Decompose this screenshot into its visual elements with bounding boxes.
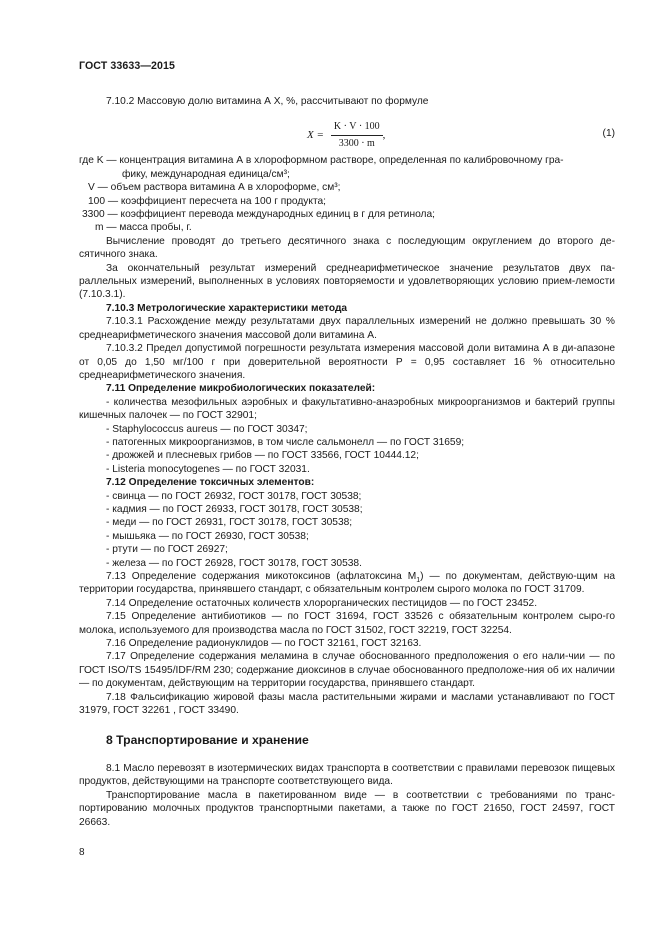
formula-denominator: 3300 · m	[338, 137, 375, 149]
definition-3300	[79, 208, 615, 221]
paragraph-7-10-3-2: 7.10.3.2 Предел допустимой погрешности результата измерения массовой доли витамина А в ди-апазоне от 0,05 до 1,50 мг/100 г при доверительной вероятности Р = 0,95 составляет 16 % относительно среднеарифметического значения.	[79, 343, 615, 381]
page-number: 8	[79, 847, 85, 858]
paragraph-7-13	[79, 570, 615, 597]
definition-text: концентрация витамина А в хлороформном растворе, определенная по калибровочному гра-	[119, 155, 564, 167]
list-item: - меди — по ГОСТ 26931, ГОСТ 30178, ГОСТ 30538;	[106, 517, 353, 529]
paragraph-7-14: 7.14 Определение остаточных количеств хлорорганических пестицидов — по ГОСТ 23452.	[106, 597, 538, 609]
paragraph-7-13-start: 7.13 Определение содержания микотоксинов (афлатоксина М	[106, 571, 417, 582]
paragraph-7-13-end: ) — по документам, действую-щим на территории государства, принявшего стандарт, с обязательным контролем сырого молока по ГОСТ 31709.	[79, 571, 615, 596]
definition-text: коэффициент пересчета на 100 г продукта;	[120, 195, 327, 207]
list-item: - железа — по ГОСТ 26928, ГОСТ 30178, ГОСТ 30538.	[106, 557, 362, 569]
definition-k	[79, 154, 615, 167]
paragraph-7-16: 7.16 Определение радионуклидов — по ГОСТ 32161, ГОСТ 32163.	[106, 638, 422, 650]
definition-continuation: фику, международная единица/см³;	[122, 168, 290, 180]
list-item: - ртути — по ГОСТ 26927;	[106, 544, 228, 556]
definition-text: масса пробы, г.	[119, 222, 192, 234]
formula-end: ,	[382, 128, 386, 141]
paragraph-final-result: За окончательный результат измерений среднеарифметическое значение результатов двух па-раллельных измерений, выполненных в условиях повторяемости и удовлетворяющих условию прием-лемости (7.10.3.1).	[79, 262, 615, 301]
list-item: - кадмия — по ГОСТ 26933, ГОСТ 30178, ГОСТ 30538;	[106, 503, 363, 515]
list-item: - Staphylococcus aureus — по ГОСТ 30347;	[106, 423, 308, 435]
paragraph-7-10-3-1: 7.10.3.1 Расхождение между результатами двух параллельных измерений не должно превышать 30 % среднеарифметического значения массовой доли витамина А.	[79, 316, 615, 341]
formula-row	[79, 112, 615, 152]
heading-7-10-3: 7.10.3 Метрологические характеристики метода	[106, 302, 348, 314]
definition-symbol: 100 —	[88, 195, 119, 207]
paragraph-8-1: 8.1 Масло перевозят в изотермических видах транспорта в соответствии с правилами перевозок пищевых продуктов, действующими на транспорте соответствующего вида.	[79, 762, 615, 788]
definition-v	[79, 181, 615, 194]
list-item: - мышьяка — по ГОСТ 26930, ГОСТ 30538;	[106, 530, 309, 542]
definition-symbol: m —	[95, 222, 117, 234]
list-item: - количества мезофильных аэробных и факультативно-анаэробных микроорганизмов и бактерий группы кишечных палочек — по ГОСТ 32901;	[79, 396, 615, 422]
formula	[307, 120, 385, 150]
definition-text: объем раствора витамина А в хлороформе, см³;	[110, 182, 341, 194]
definition-text: коэффициент перевода международных единиц в г для ретинола;	[120, 209, 435, 221]
paragraph-rounding: Вычисление проводят до третьего десятичного знака с последующим округлением до второго де-сятичного знака.	[79, 235, 615, 261]
definition-100	[79, 195, 615, 208]
paragraph-7-13-subscript: 1	[416, 577, 421, 585]
section-8-title: 8 Транспортирование и хранение	[106, 733, 309, 748]
list-item: - Listeria monocytogenes — по ГОСТ 32031.	[106, 463, 310, 475]
formula-intro: 7.10.2 Массовую долю витамина А X, %, рассчитывают по формуле	[106, 96, 429, 107]
paragraph-7-18: 7.18 Фальсификацию жировой фазы масла растительными жирами и маслами устанавливают по ГОСТ 31979, ГОСТ 32261 , ГОСТ 33490.	[79, 691, 615, 717]
list-item: - свинца — по ГОСТ 26932, ГОСТ 30178, ГОСТ 30538;	[106, 490, 362, 502]
heading-7-11: 7.11 Определение микробиологических показателей:	[106, 383, 376, 395]
paragraph-7-17: 7.17 Определение содержания меламина в случае обоснованного предположения о его нали-чии — по ГОСТ ISO/TS 15495/IDF/RM 230; содержание диоксинов в случае обоснованного предположе-ния об их наличии — по документам, действующим на территории государства, принявшего стандарт.	[79, 651, 615, 690]
definition-symbol: где K —	[79, 155, 117, 167]
list-item: - дрожжей и плесневых грибов — по ГОСТ 33566, ГОСТ 10444.12;	[106, 450, 419, 462]
formula-fraction	[331, 120, 383, 150]
paragraph-7-15: 7.15 Определение антибиотиков — по ГОСТ 31694, ГОСТ 33526 с обязательным контролем сыро-го молока, используемого для производства масла по ГОСТ 31502, ГОСТ 32219, ГОСТ 32254.	[79, 611, 615, 636]
definition-m	[79, 221, 615, 234]
definition-symbol: V —	[88, 182, 108, 194]
list-item: - патогенных микроорганизмов, в том числе сальмонелл — по ГОСТ 31659;	[106, 436, 465, 448]
formula-number: (1)	[602, 128, 615, 140]
document-body	[79, 95, 615, 829]
formula-numerator: K · V · 100	[331, 120, 383, 135]
definition-symbol: 3300 —	[82, 209, 118, 221]
formula-lhs: X =	[307, 128, 324, 141]
document-header: ГОСТ 33633—2015	[79, 60, 176, 72]
paragraph-8-transport: Транспортирование масла в пакетированном виде — в соответствии с требованиями по транс-портированию молочных продуктов транспортными пакетами, а также по ГОСТ 21650, ГОСТ 24597, ГОСТ 26663.	[79, 789, 615, 828]
heading-7-12: 7.12 Определение токсичных элементов:	[106, 477, 315, 489]
